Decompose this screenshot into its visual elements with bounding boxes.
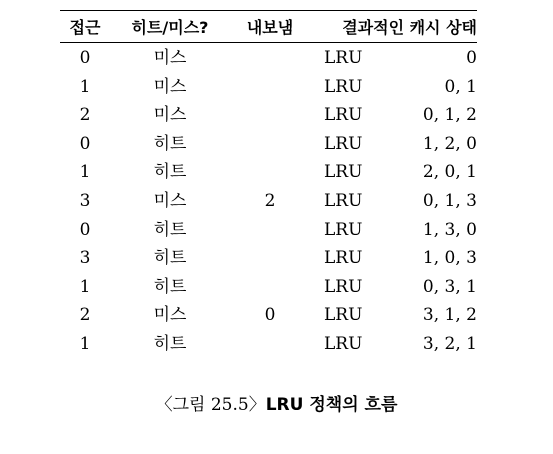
- cell-policy: LRU: [324, 133, 363, 154]
- cell-cache-state: 0, 3, 1: [422, 276, 477, 297]
- cell-hit-miss: 미스: [153, 48, 187, 68]
- header-hit-miss: 히트/미스?: [131, 18, 209, 37]
- cell-policy: LRU: [324, 276, 363, 297]
- table-row: [60, 330, 477, 358]
- table-header-row: [60, 14, 477, 42]
- cell-access: 1: [79, 276, 91, 297]
- cell-access: 1: [79, 162, 91, 183]
- cell-policy: LRU: [324, 76, 363, 97]
- cell-hit-miss: 히트: [153, 248, 187, 269]
- header-access: 접근: [69, 18, 101, 37]
- table-row: [60, 216, 477, 244]
- cell-policy: LRU: [324, 248, 363, 269]
- cell-cache-state: 1, 2, 0: [422, 133, 477, 154]
- caption-label: 〈그림 25.5〉: [155, 395, 266, 415]
- table-row: [60, 101, 477, 129]
- cell-access: 2: [79, 305, 91, 326]
- cell-cache-state: 3, 1, 2: [422, 305, 477, 326]
- cell-hit-miss: 히트: [153, 162, 187, 183]
- cell-access: 3: [79, 191, 91, 211]
- cell-hit-miss: 히트: [153, 133, 187, 154]
- cell-access: 1: [79, 334, 91, 354]
- cell-access: 0: [79, 219, 91, 240]
- cell-hit-miss: 히트: [153, 219, 187, 240]
- cell-hit-miss: 미스: [153, 76, 187, 97]
- header-result-state: 결과적인 캐시 상태: [342, 18, 477, 37]
- cell-policy: LRU: [324, 105, 363, 126]
- table-row: [60, 130, 477, 158]
- cell-access: 1: [79, 76, 91, 97]
- table-top-rule: [60, 10, 477, 11]
- caption-title: LRU 정책의 흐름: [265, 395, 398, 415]
- cell-cache-state: 0, 1, 3: [422, 191, 477, 211]
- cell-policy: LRU: [324, 191, 363, 211]
- cell-evict: 2: [264, 191, 276, 211]
- table-row: [60, 244, 477, 272]
- cell-cache-state: 0, 1: [444, 76, 477, 97]
- cell-policy: LRU: [324, 162, 363, 183]
- header-evict: 내보냄: [246, 18, 294, 37]
- cell-cache-state: 1, 0, 3: [422, 248, 477, 269]
- cell-hit-miss: 미스: [153, 305, 187, 326]
- cell-hit-miss: 미스: [153, 191, 187, 211]
- cell-cache-state: 3, 2, 1: [422, 334, 477, 354]
- cell-access: 0: [79, 48, 91, 68]
- cell-policy: LRU: [324, 334, 363, 354]
- cell-policy: LRU: [324, 219, 363, 240]
- table-row: [60, 73, 477, 101]
- table-row: [60, 158, 477, 186]
- table-row: [60, 273, 477, 301]
- cell-cache-state: 1, 3, 0: [422, 219, 477, 240]
- cell-access: 2: [79, 105, 91, 126]
- table-row: [60, 44, 477, 72]
- cell-cache-state: 0: [466, 48, 477, 68]
- cell-cache-state: 2, 0, 1: [422, 162, 477, 183]
- cell-hit-miss: 히트: [153, 276, 187, 297]
- table-row: [60, 187, 477, 215]
- table-row: [60, 301, 477, 329]
- cell-hit-miss: 히트: [153, 334, 187, 354]
- cell-policy: LRU: [324, 48, 363, 68]
- cell-access: 3: [79, 248, 91, 269]
- cell-cache-state: 0, 1, 2: [422, 105, 477, 126]
- figure-caption: [0, 393, 553, 417]
- cell-policy: LRU: [324, 305, 363, 326]
- cell-evict: 0: [264, 305, 276, 326]
- cell-hit-miss: 미스: [153, 105, 187, 126]
- cell-access: 0: [79, 133, 91, 154]
- table-header-rule: [60, 42, 477, 43]
